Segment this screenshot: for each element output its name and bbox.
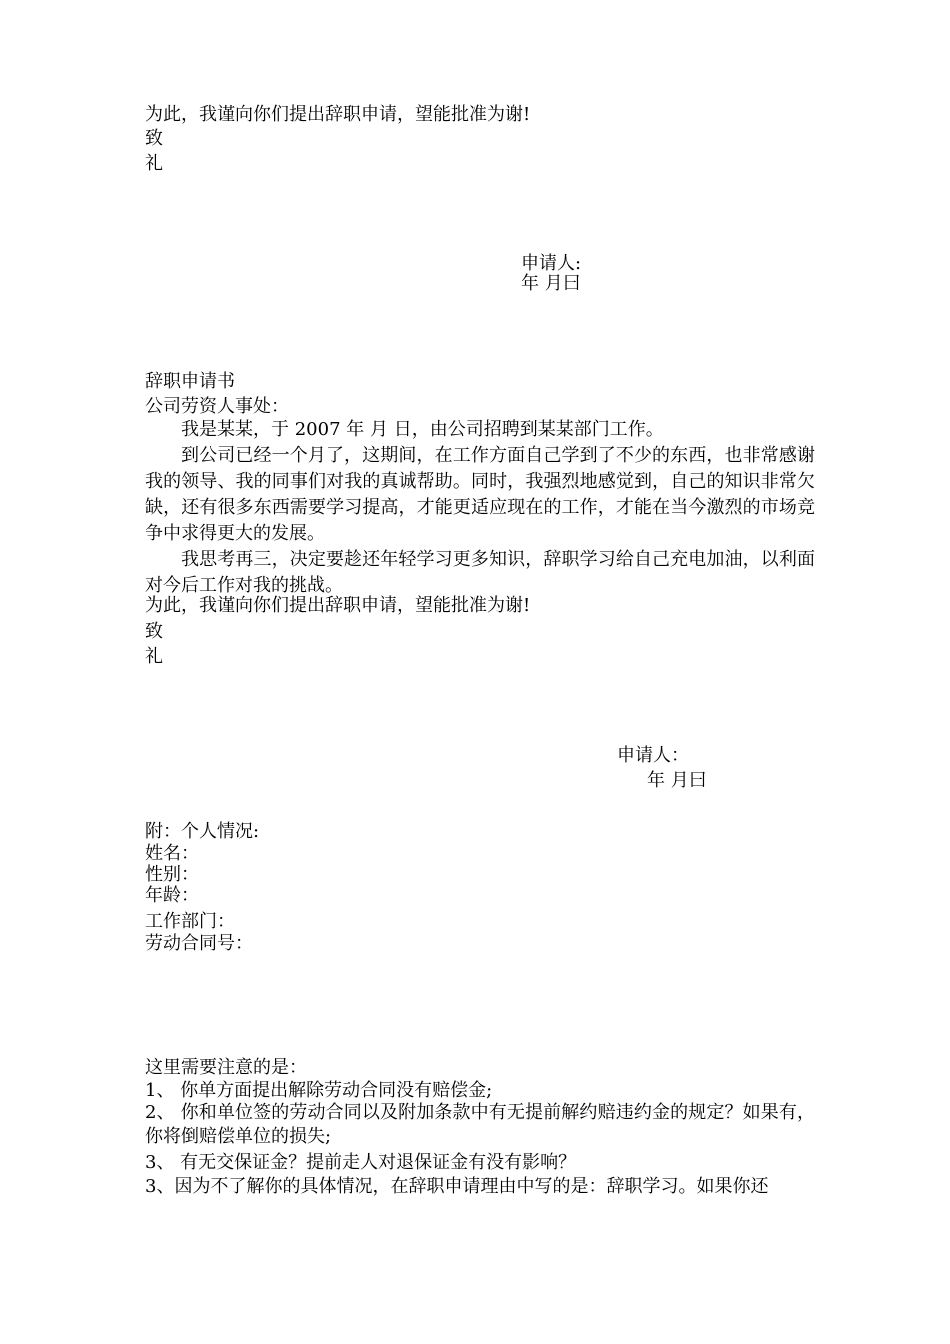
salute-zhi-top: 致 [145, 128, 163, 149]
letter-recipient: 公司劳资人事处： [145, 396, 289, 417]
salute-zhi: 致 [145, 621, 163, 642]
note-item-4: 3、因为不了解你的具体情况，在辞职申请理由中写的是：辞职学习。如果你还 [145, 1176, 769, 1197]
closing-line-top: 为此，我谨向你们提出辞职申请，望能批准为谢! [145, 104, 531, 125]
salute-li: 礼 [145, 646, 163, 667]
note-item-3: 3、 有无交保证金？提前走人对退保证金有没有影响？ [145, 1152, 577, 1173]
date-line: 年 月曰 [647, 770, 707, 791]
field-gender: 性别： [145, 864, 199, 885]
note-item-1: 1、 你单方面提出解除劳动合同没有赔偿金; [145, 1080, 493, 1101]
signer-label: 申请人： [617, 745, 689, 766]
notes-title: 这里需要注意的是： [145, 1057, 307, 1078]
letter-paragraph-1: 我是某某，于 2007 年 月 日，由公司招聘到某某部门工作。 [181, 419, 664, 440]
letter-body [145, 417, 815, 599]
date-line-top: 年 月曰 [521, 273, 581, 294]
field-age: 年龄： [145, 885, 199, 906]
field-name: 姓名： [145, 843, 199, 864]
note-item-2-text: 2、 你和单位签的劳动合同以及附加条款中有无提前解约赔违约金的规定？如果有，你将倒赔偿单位的损失; [145, 1102, 815, 1147]
field-contract-number: 劳动合同号： [145, 933, 253, 954]
salute-li-top: 礼 [145, 153, 163, 174]
letter-title: 辞职申请书 [145, 371, 235, 392]
appendix-title: 附：个人情况: [145, 821, 260, 842]
note-item-2 [145, 1101, 815, 1149]
letter-paragraph-2: 到公司已经一个月了，这期间，在工作方面自己学到了不少的东西，也非常感谢我的领导、我的同事们对我的真诚帮助。同时，我强烈地感觉到，自己的知识非常欠缺，还有很多东西需要学习提高，才能更适应现在的工作，才能在当今激烈的市场竞争中求得更大的发展。 [145, 445, 815, 544]
letter-paragraph-3: 我思考再三，决定要趁还年轻学习更多知识，辞职学习给自己充电加油，以利面对今后工作对我的挑战。 [145, 549, 815, 596]
signer-label-top: 申请人: [521, 253, 582, 274]
closing-line: 为此，我谨向你们提出辞职申请，望能批准为谢! [145, 595, 531, 616]
field-department: 工作部门： [145, 911, 235, 932]
